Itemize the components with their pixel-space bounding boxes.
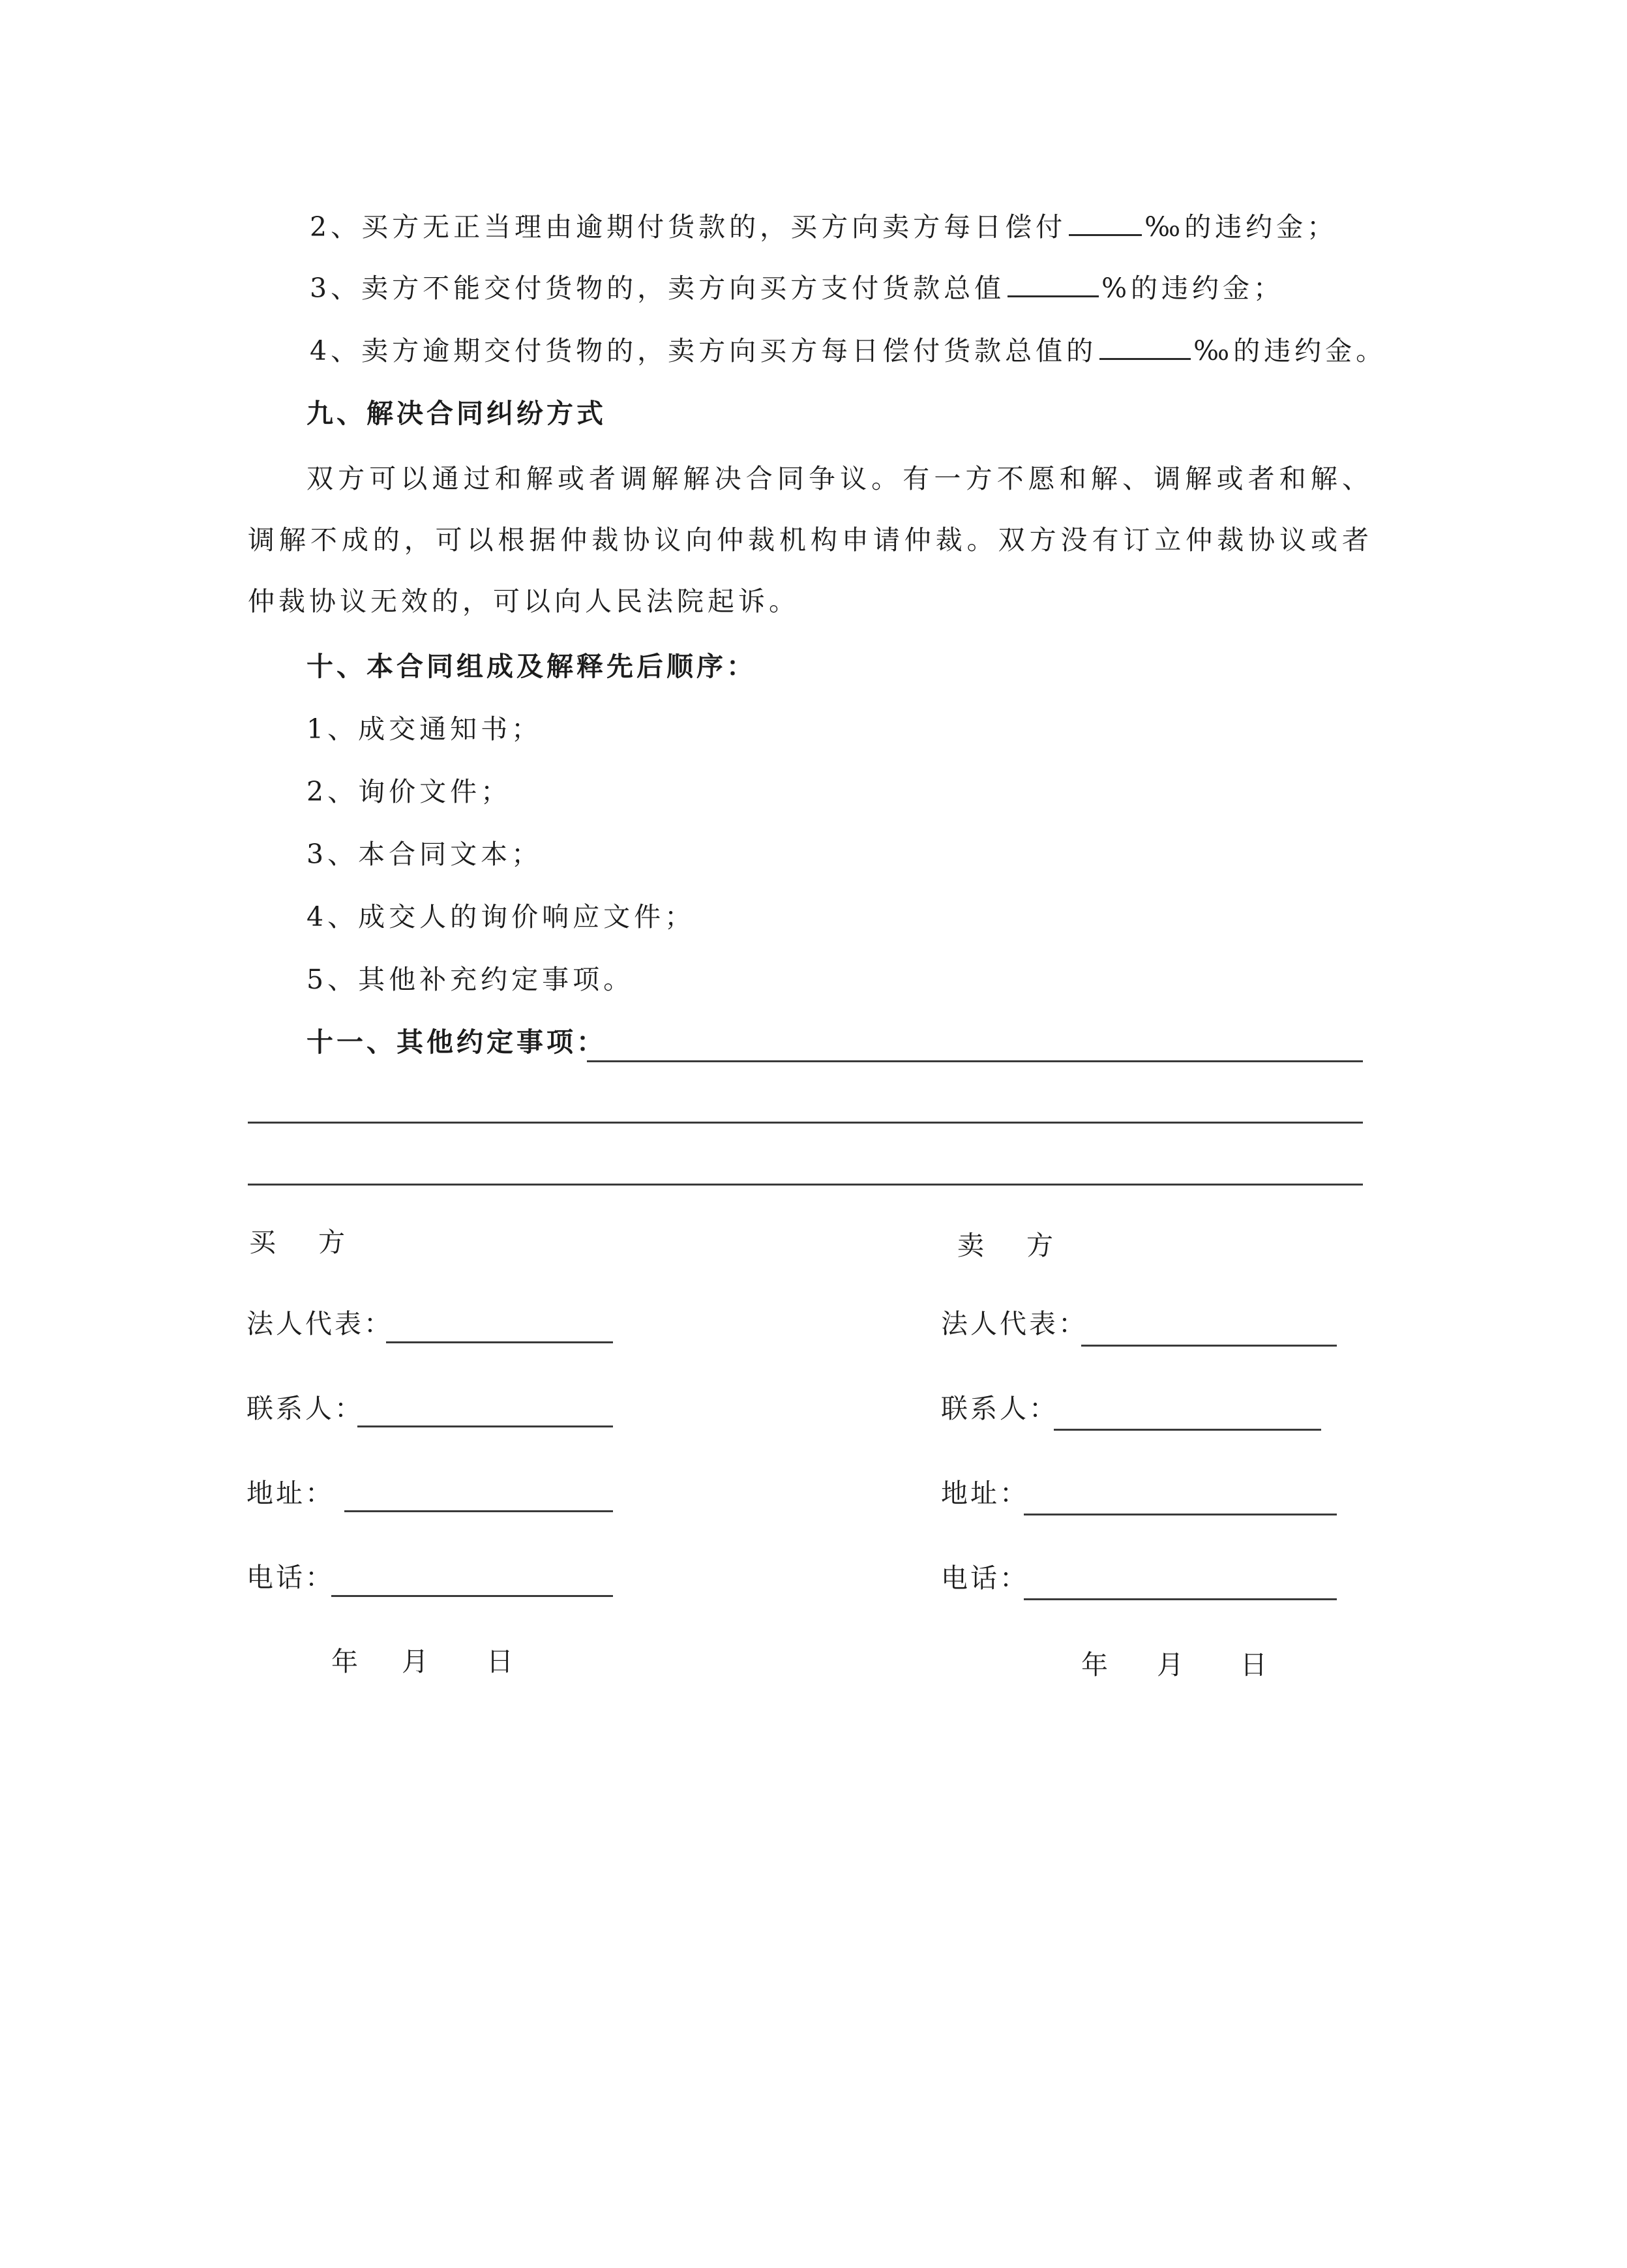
buyer-legal-rep-field[interactable] <box>386 1341 613 1343</box>
buyer-legal-rep-label: 法人代表： <box>246 1308 393 1339</box>
section-9-title: 九、解决合同纠纷方式 <box>306 398 606 429</box>
penalty-item-2 <box>310 207 1337 246</box>
other-terms-line-3[interactable] <box>248 1184 1363 1186</box>
seller-contact-label: 联系人： <box>941 1393 1058 1424</box>
seller-address-label: 地址： <box>941 1478 1029 1509</box>
seller-phone-label: 电话： <box>941 1562 1029 1594</box>
penalty-item-3-text: 3、卖方不能交付货物的，卖方向买方支付货款总值 <box>310 273 1006 304</box>
order-item-5: 5、其他补充约定事项。 <box>306 964 634 995</box>
buyer-date-month: 月 <box>402 1646 428 1677</box>
buyer-address-field[interactable] <box>344 1510 613 1512</box>
seller-date-year: 年 <box>1081 1649 1108 1680</box>
order-item-4: 4、成交人的询价响应文件； <box>306 901 696 933</box>
penalty-item-2-blank[interactable] <box>1069 208 1142 236</box>
penalty-item-4-text: 4、卖方逾期交付货物的，卖方向买方每日偿付货款总值的 <box>310 335 1097 366</box>
buyer-phone-label: 电话： <box>246 1562 335 1593</box>
section-9-body: 双方可以通过和解或者调解解决合同争议。有一方不愿和解、调解或者和解、调解不成的，可以根据仲裁协议向仲裁机构申请仲裁。双方没有订立仲裁协议或者仲裁协议无效的，可以向人民法院起诉。 <box>248 463 1373 617</box>
buyer-contact-field[interactable] <box>357 1425 613 1427</box>
buyer-heading: 买 方 <box>249 1227 353 1258</box>
penalty-item-3-suffix: %的违约金； <box>1101 273 1285 304</box>
penalty-item-4-blank[interactable] <box>1099 332 1191 360</box>
seller-legal-rep-field[interactable] <box>1081 1345 1337 1347</box>
seller-date-day: 日 <box>1240 1649 1267 1680</box>
penalty-item-2-text: 2、买方无正当理由逾期付货款的，买方向卖方每日偿付 <box>310 211 1067 243</box>
buyer-date-day: 日 <box>486 1646 513 1677</box>
buyer-date-year: 年 <box>331 1646 358 1677</box>
other-terms-line-1[interactable] <box>587 1060 1363 1062</box>
section-11-title: 十一、其他约定事项： <box>306 1026 606 1058</box>
buyer-contact-label: 联系人： <box>246 1393 364 1424</box>
seller-date-month: 月 <box>1157 1649 1184 1680</box>
seller-legal-rep-label: 法人代表： <box>941 1308 1088 1339</box>
penalty-item-3-blank[interactable] <box>1008 269 1099 297</box>
penalty-item-3 <box>310 269 1284 308</box>
penalty-item-4 <box>310 331 1386 370</box>
seller-phone-field[interactable] <box>1024 1598 1337 1600</box>
seller-address-field[interactable] <box>1024 1514 1337 1515</box>
seller-contact-field[interactable] <box>1054 1429 1321 1431</box>
order-item-2: 2、询价文件； <box>306 776 512 807</box>
buyer-phone-field[interactable] <box>331 1595 613 1597</box>
penalty-item-4-suffix: ‰的违约金。 <box>1193 335 1387 366</box>
order-item-3: 3、本合同文本； <box>306 839 543 870</box>
penalty-item-2-suffix: ‰的违约金； <box>1144 211 1338 243</box>
order-item-1: 1、成交通知书； <box>306 713 543 745</box>
other-terms-line-2[interactable] <box>248 1122 1363 1124</box>
seller-heading: 卖 方 <box>957 1230 1061 1261</box>
section-10-title: 十、本合同组成及解释先后顺序： <box>306 651 756 682</box>
buyer-address-label: 地址： <box>246 1478 335 1509</box>
